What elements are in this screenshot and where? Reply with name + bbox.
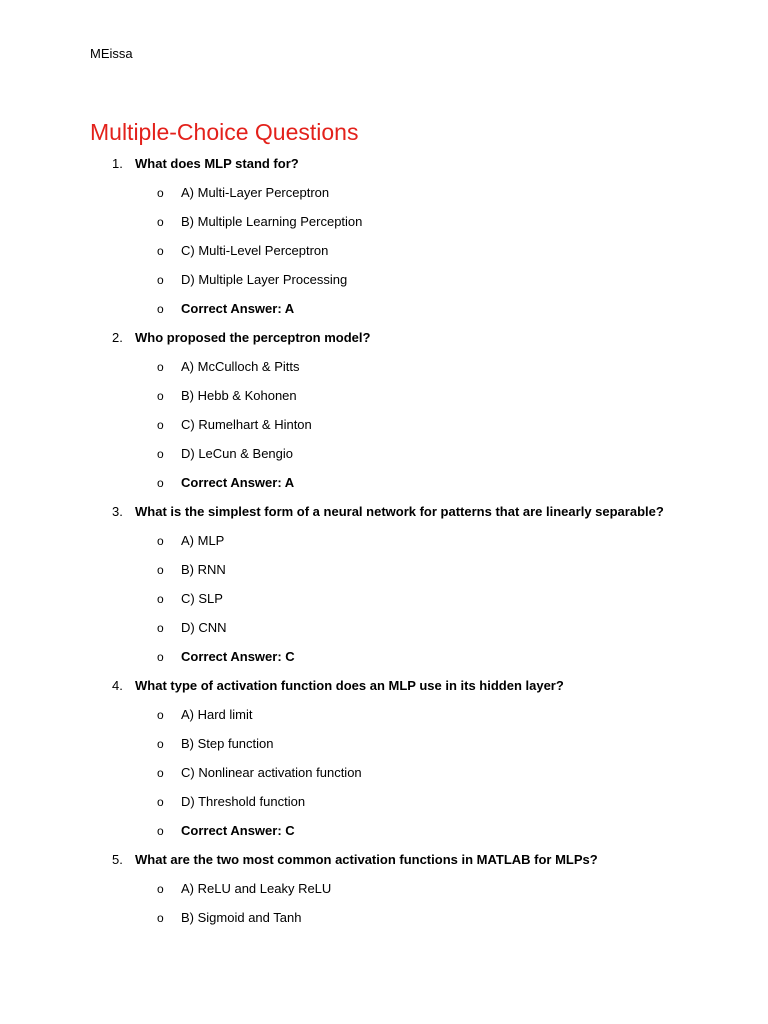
question-text: Who proposed the perceptron model? — [135, 330, 371, 345]
option-item — [0, 386, 768, 415]
option-item — [0, 444, 768, 473]
question-number: 2. — [112, 330, 123, 345]
option-item — [0, 212, 768, 241]
answer-item — [0, 821, 768, 850]
bullet-icon: o — [157, 476, 164, 490]
option-text: A) MLP — [181, 533, 225, 548]
question-item — [0, 850, 768, 879]
question-item — [0, 154, 768, 183]
option-text: D) Threshold function — [181, 794, 306, 809]
answer-item — [0, 473, 768, 502]
option-item — [0, 270, 768, 299]
option-text: C) Nonlinear activation function — [181, 765, 362, 780]
option-text: C) Multi-Level Perceptron — [181, 243, 329, 258]
option-text: C) Rumelhart & Hinton — [181, 417, 312, 432]
option-item — [0, 415, 768, 444]
question-number: 1. — [112, 156, 123, 171]
question-number: 4. — [112, 678, 123, 693]
option-item — [0, 589, 768, 618]
bullet-icon: o — [157, 418, 164, 432]
bullet-icon: o — [157, 795, 164, 809]
question-list — [0, 154, 768, 937]
option-item — [0, 705, 768, 734]
question-text: What type of activation function does an MLP use in its hidden layer? — [135, 678, 564, 693]
bullet-icon: o — [157, 215, 164, 229]
option-item — [0, 879, 768, 908]
bullet-icon: o — [157, 563, 164, 577]
option-text: B) Hebb & Kohonen — [181, 388, 297, 403]
question-text: What does MLP stand for? — [135, 156, 299, 171]
bullet-icon: o — [157, 273, 164, 287]
option-text: D) Multiple Layer Processing — [181, 272, 348, 287]
question-item — [0, 676, 768, 705]
option-item — [0, 734, 768, 763]
bullet-icon: o — [157, 592, 164, 606]
option-text: A) Hard limit — [181, 707, 253, 722]
bullet-icon: o — [157, 882, 164, 896]
question-number: 3. — [112, 504, 123, 519]
bullet-icon: o — [157, 737, 164, 751]
correct-answer: Correct Answer: C — [181, 823, 295, 838]
option-text: A) ReLU and Leaky ReLU — [181, 881, 332, 896]
bullet-icon: o — [157, 650, 164, 664]
option-text: A) Multi-Layer Perceptron — [181, 185, 330, 200]
correct-answer: Correct Answer: A — [181, 301, 295, 316]
bullet-icon: o — [157, 360, 164, 374]
option-text: B) RNN — [181, 562, 226, 577]
option-text: C) SLP — [181, 591, 223, 606]
question-text: What are the two most common activation functions in MATLAB for MLPs? — [135, 852, 598, 867]
question-number: 5. — [112, 852, 123, 867]
author-header: MEissa — [90, 46, 133, 61]
option-text: D) CNN — [181, 620, 227, 635]
option-text: B) Sigmoid and Tanh — [181, 910, 302, 925]
bullet-icon: o — [157, 824, 164, 838]
bullet-icon: o — [157, 447, 164, 461]
bullet-icon: o — [157, 244, 164, 258]
bullet-icon: o — [157, 389, 164, 403]
question-item — [0, 328, 768, 357]
correct-answer: Correct Answer: C — [181, 649, 295, 664]
option-item — [0, 618, 768, 647]
answer-item — [0, 647, 768, 676]
option-item — [0, 531, 768, 560]
question-item — [0, 502, 768, 531]
option-item — [0, 560, 768, 589]
option-item — [0, 792, 768, 821]
option-item — [0, 357, 768, 386]
option-text: B) Step function — [181, 736, 274, 751]
option-text: B) Multiple Learning Perception — [181, 214, 363, 229]
bullet-icon: o — [157, 621, 164, 635]
option-item — [0, 241, 768, 270]
answer-item — [0, 299, 768, 328]
correct-answer: Correct Answer: A — [181, 475, 295, 490]
option-text: A) McCulloch & Pitts — [181, 359, 300, 374]
bullet-icon: o — [157, 534, 164, 548]
option-item — [0, 908, 768, 937]
bullet-icon: o — [157, 766, 164, 780]
page-title: Multiple-Choice Questions — [90, 119, 359, 145]
option-text: D) LeCun & Bengio — [181, 446, 294, 461]
bullet-icon: o — [157, 911, 164, 925]
bullet-icon: o — [157, 186, 164, 200]
question-text: What is the simplest form of a neural network for patterns that are linearly separable? — [135, 504, 664, 519]
option-item — [0, 183, 768, 212]
option-item — [0, 763, 768, 792]
bullet-icon: o — [157, 708, 164, 722]
bullet-icon: o — [157, 302, 164, 316]
